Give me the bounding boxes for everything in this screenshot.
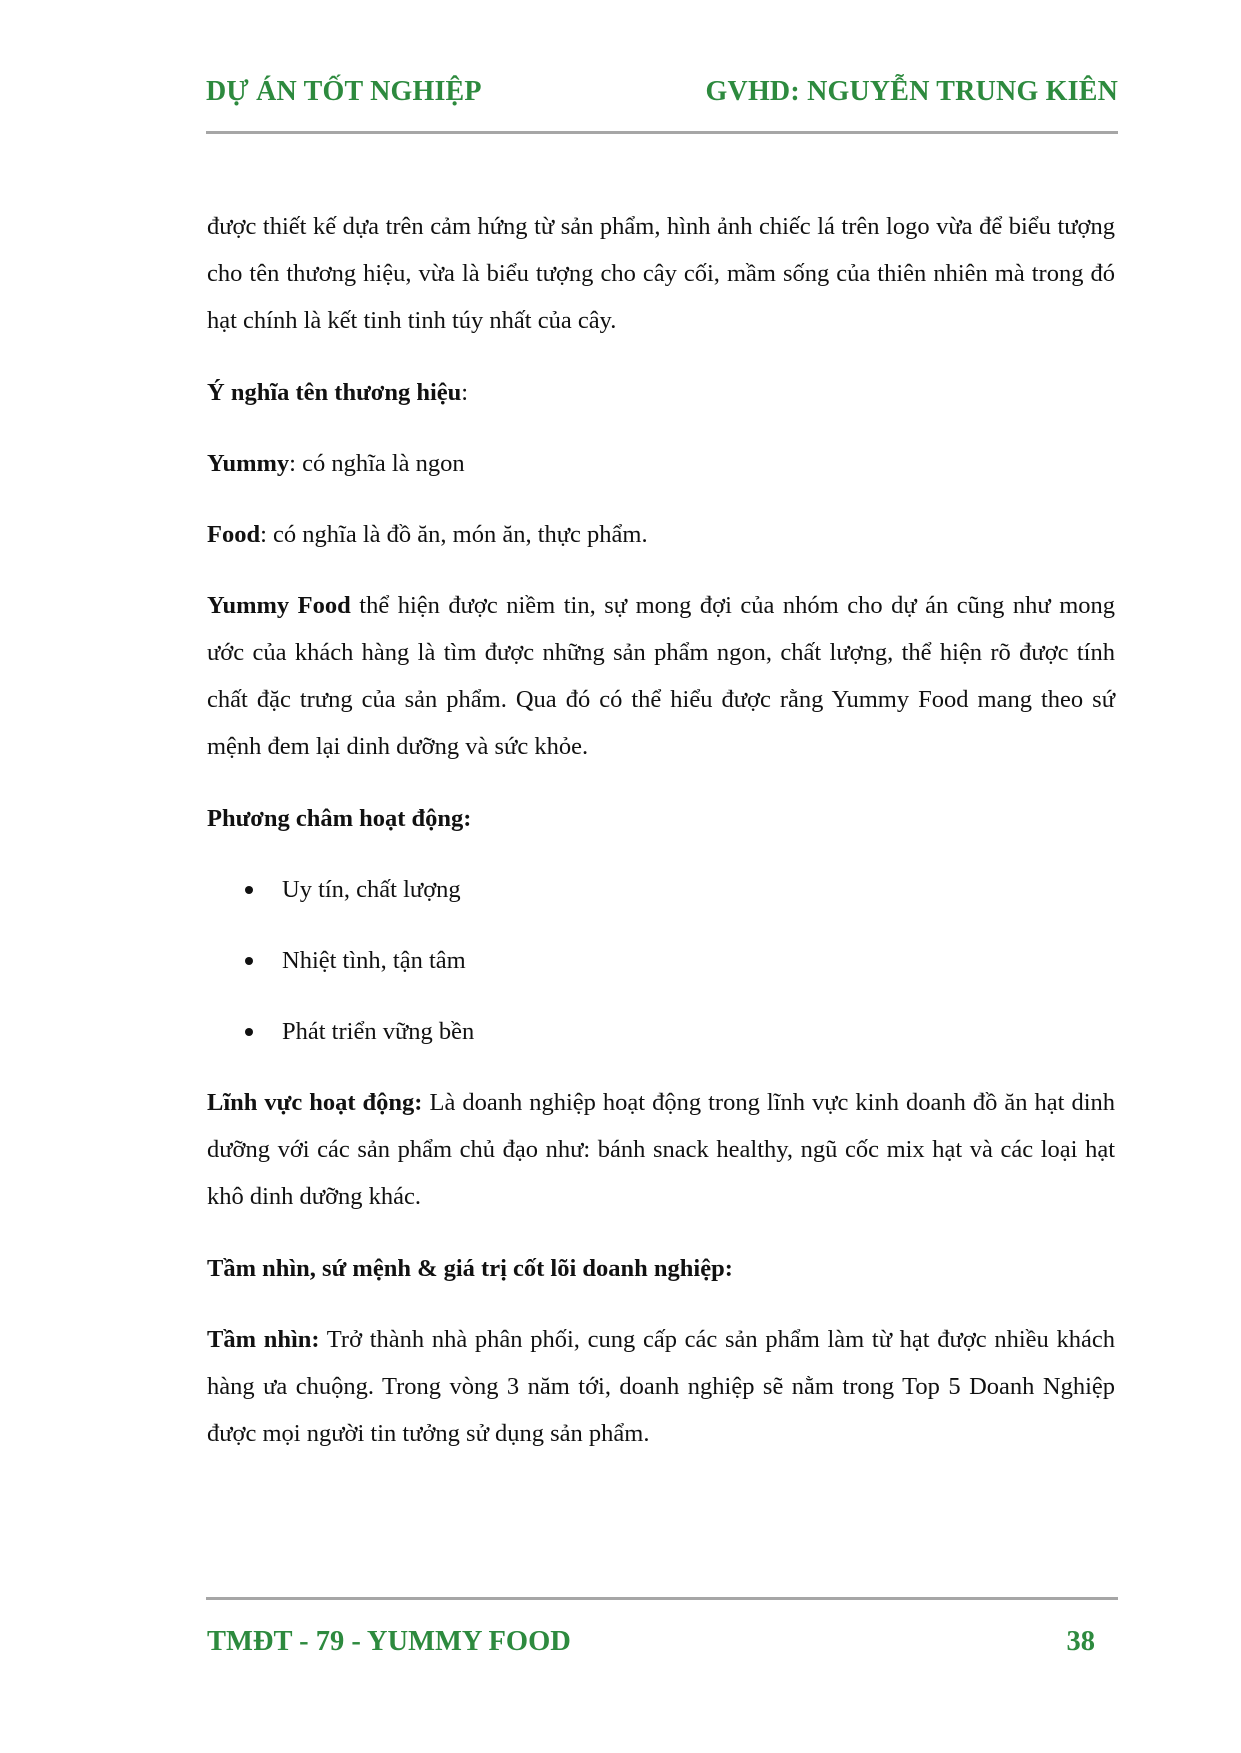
term-food: Food bbox=[207, 521, 261, 548]
footer-project-code: TMĐT - 79 - YUMMY FOOD bbox=[207, 1626, 571, 1657]
bullet-icon bbox=[245, 886, 253, 894]
motto-item-text: Uy tín, chất lượng bbox=[282, 876, 461, 903]
bullet-icon bbox=[245, 1028, 253, 1036]
motto-item-text: Nhiệt tình, tận tâm bbox=[282, 947, 466, 974]
footer-divider bbox=[206, 1597, 1118, 1600]
business-field-label: Lĩnh vực hoạt động: bbox=[207, 1089, 423, 1116]
list-item bbox=[207, 1008, 1115, 1055]
header-advisor: GVHD: NGUYỄN TRUNG KIÊN bbox=[705, 76, 1118, 107]
paragraph-yummy-food-text: thể hiện được niềm tin, sự mong đợi của nhóm cho dự án cũng như mong ước của khách hàng là tìm được những sản phẩm ngon, chất lượng, thể hiện rõ được tính chất đặc trưng của sản phẩm. Qua đó có thể hiểu được rằng Yummy Food mang theo sứ mệnh đem lại dinh dưỡng và sức khỏe. bbox=[207, 592, 1116, 760]
definition-food-text: : có nghĩa là đồ ăn, món ăn, thực phẩm. bbox=[260, 521, 648, 548]
motto-list bbox=[207, 866, 1115, 1055]
page-number: 38 bbox=[1066, 1626, 1095, 1657]
vision-label: Tầm nhìn: bbox=[207, 1326, 320, 1353]
paragraph-vision bbox=[207, 1316, 1115, 1457]
heading-vision-mission bbox=[207, 1245, 1115, 1292]
brand-meaning-colon: : bbox=[461, 379, 469, 406]
heading-brand-meaning bbox=[207, 369, 1115, 416]
header-project-title: DỰ ÁN TỐT NGHIỆP bbox=[206, 76, 482, 107]
header-divider bbox=[206, 131, 1118, 134]
term-yummy: Yummy bbox=[207, 450, 290, 477]
motto-item-text: Phát triển vững bền bbox=[282, 1018, 475, 1045]
page-footer bbox=[207, 1620, 1113, 1664]
list-item bbox=[207, 937, 1115, 984]
heading-motto bbox=[207, 795, 1115, 842]
definition-food bbox=[207, 511, 1115, 558]
brand-meaning-label: Ý nghĩa tên thương hiệu bbox=[207, 379, 462, 406]
business-field-text: Là doanh nghiệp hoạt động trong lĩnh vực kinh doanh đồ ăn hạt dinh dưỡng với các sản phẩm chủ đạo như: bánh snack healthy, ngũ cốc mix hạt và các loại hạt khô dinh dưỡng khác. bbox=[207, 1089, 1116, 1210]
definition-yummy bbox=[207, 440, 1115, 487]
motto-label: Phương châm hoạt động: bbox=[207, 805, 472, 832]
bullet-icon bbox=[245, 957, 253, 965]
list-item bbox=[207, 866, 1115, 913]
page-body bbox=[207, 203, 1115, 1482]
paragraph-logo-description: được thiết kế dựa trên cảm hứng từ sản phẩm, hình ảnh chiếc lá trên logo vừa để biểu tượng cho tên thương hiệu, vừa là biểu tượng cho cây cối, mầm sống của thiên nhiên mà trong đó hạt chính là kết tinh tinh túy nhất của cây. bbox=[207, 213, 1115, 334]
page-header bbox=[206, 72, 1118, 112]
paragraph-business-field bbox=[207, 1079, 1115, 1220]
vision-text: Trở thành nhà phân phối, cung cấp các sản phẩm làm từ hạt được nhiều khách hàng ưa chuộng. Trong vòng 3 năm tới, doanh nghiệp sẽ nằm trong Top 5 Doanh Nghiệp được mọi người tin tưởng sử dụng sản phẩm. bbox=[207, 1326, 1115, 1447]
vision-mission-label: Tầm nhìn, sứ mệnh & giá trị cốt lõi doanh nghiệp: bbox=[207, 1255, 733, 1282]
term-yummy-food: Yummy Food bbox=[207, 592, 351, 619]
definition-yummy-text: : có nghĩa là ngon bbox=[289, 450, 465, 477]
paragraph-yummy-food bbox=[207, 582, 1115, 770]
